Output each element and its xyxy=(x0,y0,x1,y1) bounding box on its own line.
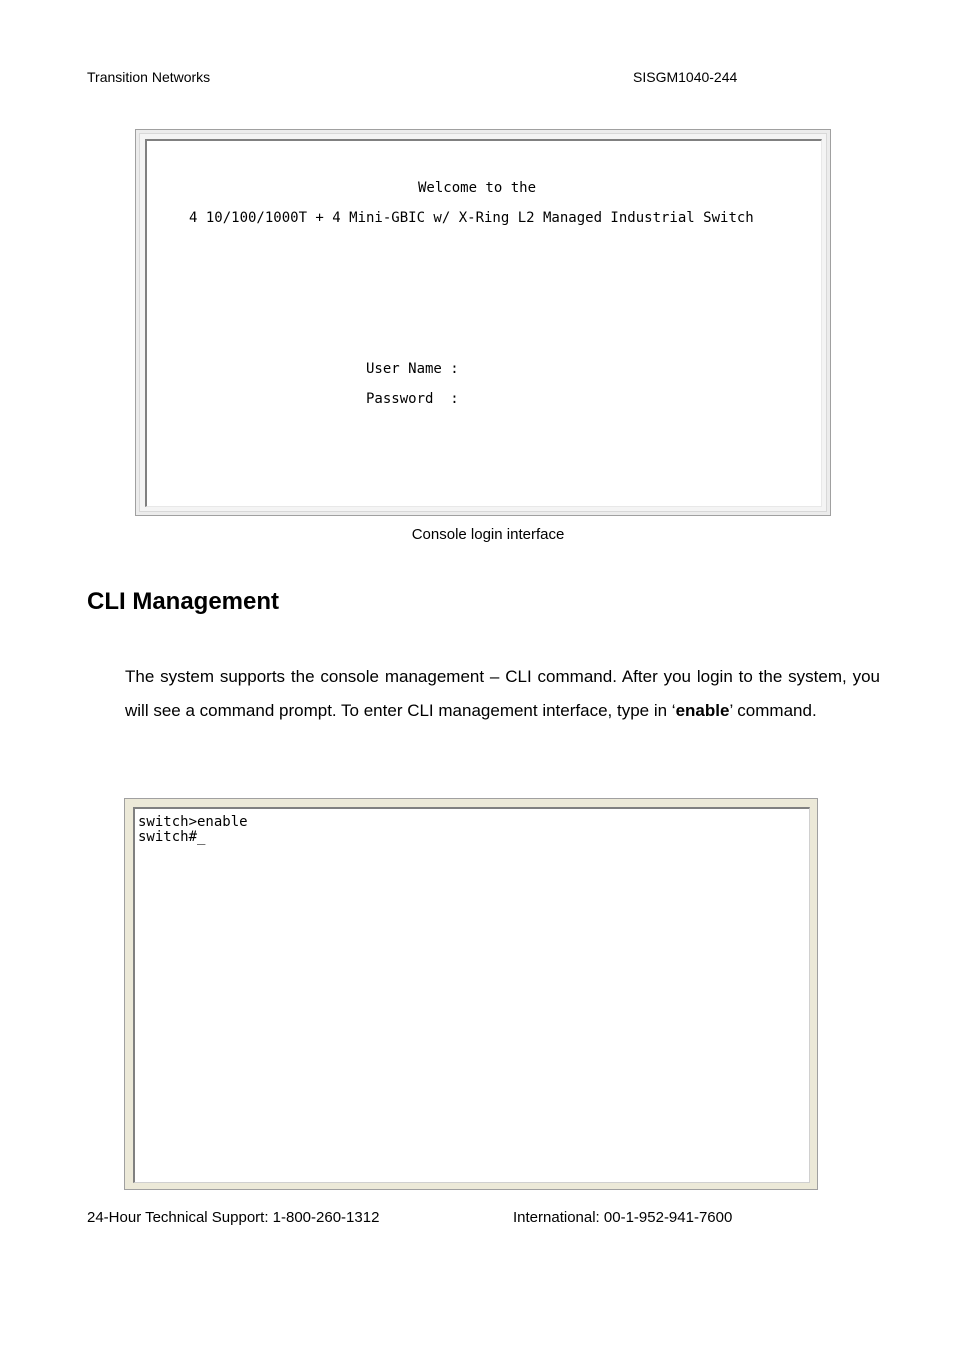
paragraph-text-start: The system supports the console management – CLI command. After you login to the system, you will see a command prompt. To enter CLI management interface, type in ‘ xyxy=(125,667,880,720)
login-console-screen xyxy=(145,139,822,507)
paragraph-text-end: ’ command. xyxy=(729,700,817,720)
password-prompt[interactable]: Password : xyxy=(366,391,459,407)
username-prompt[interactable]: User Name : xyxy=(366,361,459,377)
login-console-window xyxy=(135,129,831,516)
device-name-text: 4 10/100/1000T + 4 Mini-GBIC w/ X-Ring L2 Managed Industrial Switch xyxy=(189,210,754,226)
login-console-frame xyxy=(139,133,827,512)
header-model: SISGM1040-244 xyxy=(633,69,738,85)
figure-caption: Console login interface xyxy=(411,526,565,543)
welcome-text: Welcome to the xyxy=(418,180,537,196)
footer-support: 24-Hour Technical Support: 1-800-260-1312 xyxy=(87,1209,380,1226)
cli-line-enable: switch>enable xyxy=(138,814,248,830)
paragraph-command-bold: enable xyxy=(675,700,730,720)
cli-console-window xyxy=(124,798,818,1190)
section-title: CLI Management xyxy=(87,588,280,615)
header-company: Transition Networks xyxy=(87,69,211,85)
footer-international: International: 00-1-952-941-7600 xyxy=(513,1209,733,1226)
cli-output xyxy=(138,815,248,845)
cli-line-prompt: switch#_ xyxy=(138,829,206,845)
cli-console-screen[interactable] xyxy=(133,807,810,1183)
section-paragraph xyxy=(125,660,880,727)
